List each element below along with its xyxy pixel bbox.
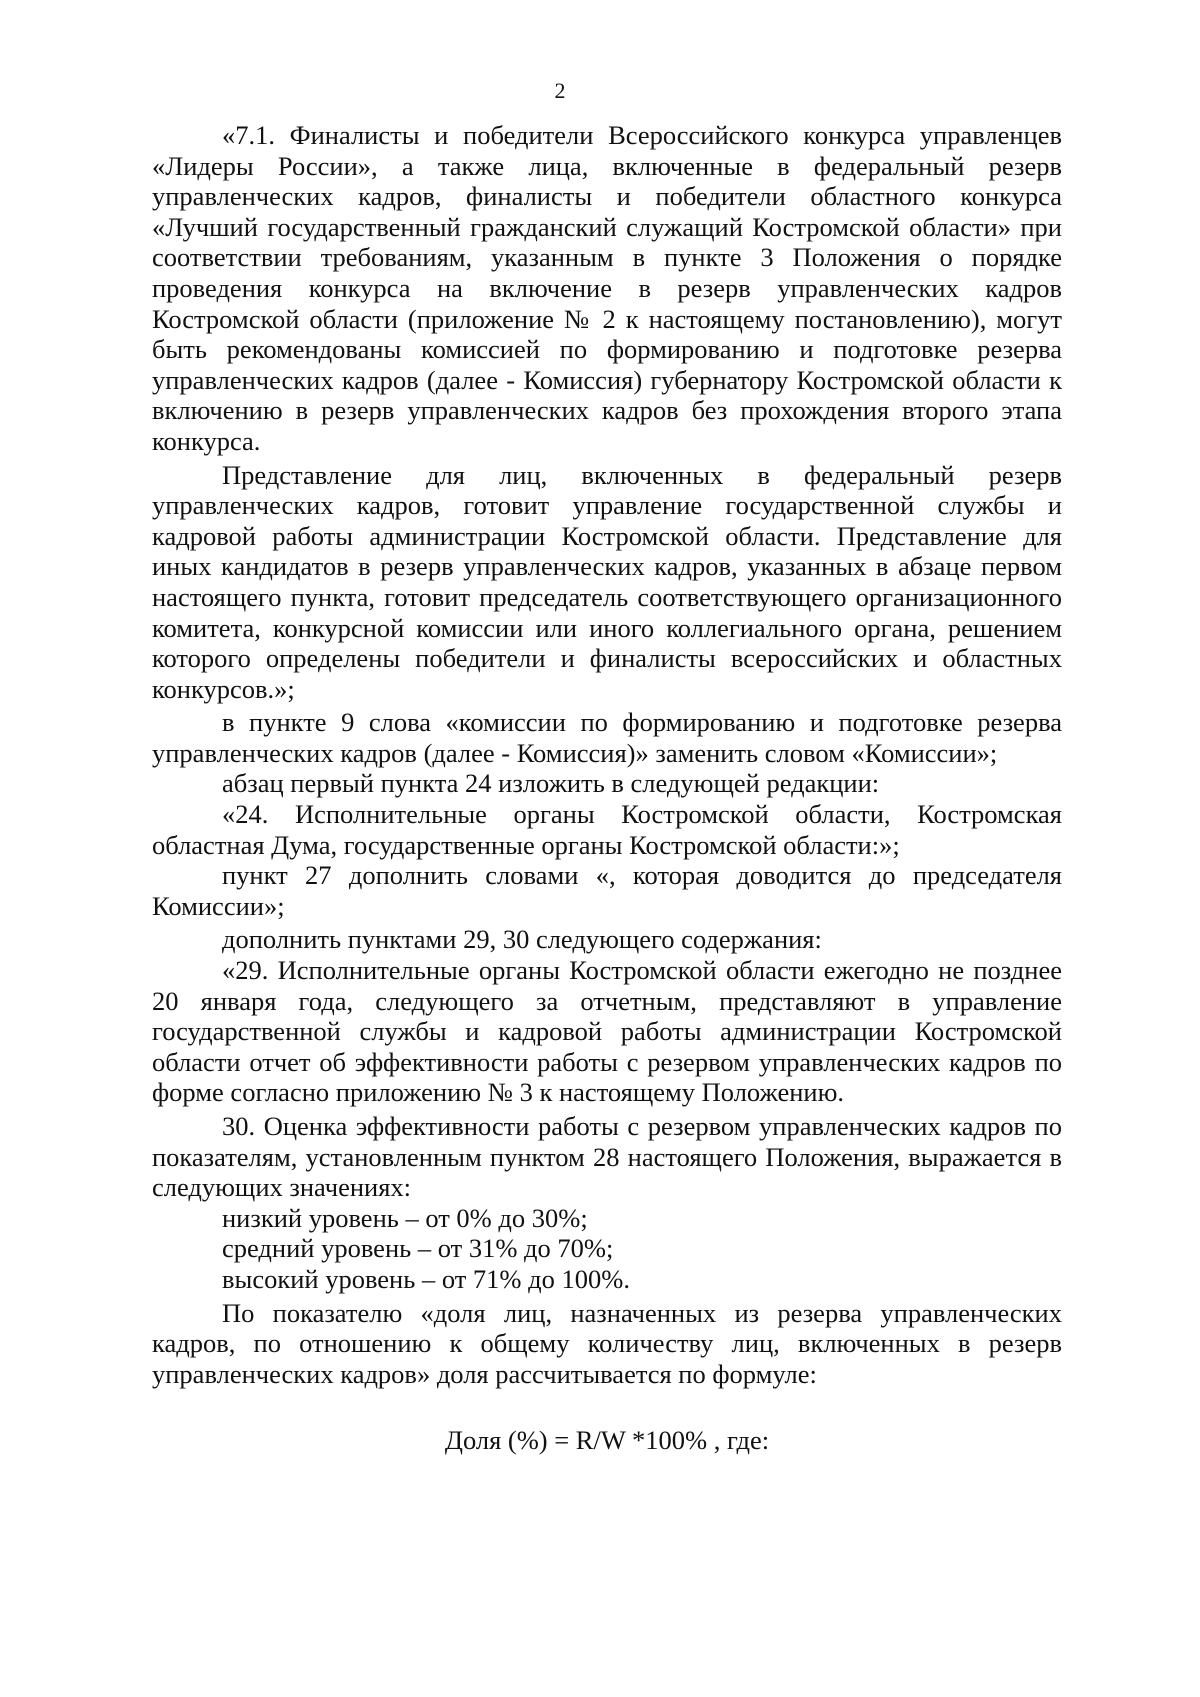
paragraph-submission: Представление для лиц, включенных в федеральный резерв управленческих кадров, готовит управление государственной службы и кадровой работы администрации Костромской области. Представление для иных кандидатов в резерв управленческих кадров, указанных в абзаце первом настоящего пункта, готовит председатель соответствующего организационного комитета, конкурсной комиссии или иного коллегиального органа, решением которого определены победители и финалисты всероссийских и областных конкурсов.»;	[152, 459, 1062, 704]
level-medium: средний уровень – от 31% до 70%;	[222, 1233, 614, 1264]
paragraph-indicator: По показателю «доля лиц, назначенных из резерва управленческих кадров, по отношению к общему количеству лиц, включенных в резерв управленческих кадров» доля рассчитывается по формуле:	[152, 1297, 1062, 1389]
document-body	[152, 120, 1062, 1456]
paragraph-item-30: 30. Оценка эффективности работы с резервом управленческих кадров по показателям, установленным пунктом 28 настоящего Положения, выражается в следующих значениях:	[152, 1111, 1062, 1203]
paragraph-add-items: дополнить пунктами 29, 30 следующего содержания:	[222, 924, 822, 955]
paragraph-item-24-amendment: абзац первый пункта 24 изложить в следующей редакции:	[222, 768, 880, 799]
level-high: высокий уровень – от 71% до 100%.	[222, 1263, 630, 1294]
page-number: 2	[554, 78, 566, 103]
level-low: низкий уровень – от 0% до 30%;	[222, 1202, 588, 1233]
paragraph-item-9-amendment: в пункте 9 слова «комиссии по формированию и подготовке резерва управленческих кадров (далее - Комиссия)» заменить словом «Комиссии»;	[152, 707, 1062, 768]
paragraph-item-24-text: «24. Исполнительные органы Костромской области, Костромская областная Дума, государственные органы Костромской области:»;	[152, 799, 1062, 860]
formula: Доля (%) = R/W *100% , где:	[444, 1425, 770, 1456]
paragraph-7-1: «7.1. Финалисты и победители Всероссийского конкурса управленцев «Лидеры России», а также лица, включенные в федеральный резерв управленческих кадров, финалисты и победители областного конкурса «Лучший государственный гражданский служащий Костромской области» при соответствии требованиям, указанным в пункте 3 Положения о порядке проведения конкурса на включение в резерв управленческих кадров Костромской области (приложение № 2 к настоящему постановлению), могут быть рекомендованы комиссией по формированию и подготовке резерва управленческих кадров (далее - Комиссия) губернатору Костромской области к включению в резерв управленческих кадров без прохождения второго этапа конкурса.	[152, 120, 1062, 456]
paragraph-item-29: «29. Исполнительные органы Костромской области ежегодно не позднее 20 января года, следующего за отчетным, представляют в управление государственной службы и кадровой работы администрации Костромской области отчет об эффективности работы с резервом управленческих кадров по форме согласно приложению № 3 к настоящему Положению.	[152, 955, 1062, 1108]
paragraph-item-27-amendment: пункт 27 дополнить словами «, которая доводится до председателя Комиссии»;	[152, 860, 1062, 921]
